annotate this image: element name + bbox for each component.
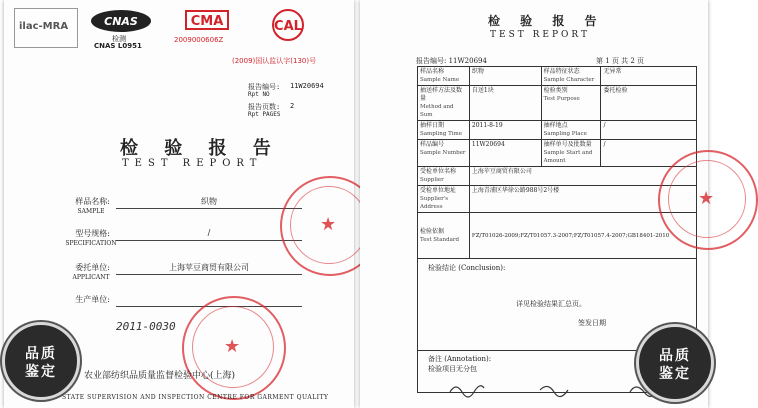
svg-text:CAL: CAL bbox=[274, 19, 302, 34]
field-label-sample: 样品名称: bbox=[75, 197, 110, 206]
details-page-info: 第 1 页 共 2 页 bbox=[596, 57, 645, 65]
table-row: 抽样日期 Sampling Time 2011-8-19 抽样地点 Sampling Place / bbox=[418, 121, 697, 140]
badge-line2: 鉴定 bbox=[659, 366, 691, 382]
quality-badge bbox=[2, 322, 80, 400]
annotation-label: 备注 (Annotation): bbox=[428, 355, 492, 363]
table-row: 样品编号 Sample Number 11W20694 抽样单号及批数量 Sample Start and Amount / bbox=[418, 140, 697, 167]
cma-emblem-icon bbox=[172, 8, 242, 34]
table-row: 检验依据 Test Standard FZ/T01026-2009;FZ/T01057.3-2007;FZ/T01057.4-2007;GB18401-2010 bbox=[418, 213, 697, 259]
conclusion-label: 检验结论 (Conclusion): bbox=[428, 264, 506, 272]
field-line bbox=[116, 240, 302, 241]
badge-line1: 品质 bbox=[659, 348, 691, 364]
cma-code: 2009000606Z bbox=[174, 36, 224, 44]
details-report-no: 报告编号: 11W20694 bbox=[416, 57, 487, 65]
table-row: 样品名称 Sample Name 织物 样品特征状态 Sample Character 无异常 bbox=[418, 67, 697, 86]
cnas-emblem-icon bbox=[88, 8, 154, 34]
svg-text:CMA: CMA bbox=[190, 14, 224, 29]
red-seal-stamp: ★ bbox=[658, 150, 758, 250]
signed-date-label: 签发日期 bbox=[578, 319, 606, 327]
report-no-value: 11W20694 bbox=[290, 82, 324, 90]
quality-badge bbox=[636, 324, 714, 402]
field-value-sample: 织物 bbox=[201, 197, 217, 206]
field-sub-spec: SPECIFICATION bbox=[65, 240, 117, 247]
cal-caption: (2009)国认监认字(130)号 bbox=[232, 57, 317, 65]
pages-value: 2 bbox=[290, 102, 295, 110]
field-line bbox=[116, 274, 302, 275]
table-row: 受检单位名称 Supplier 上海苹豆商贸有限公司 bbox=[418, 167, 697, 186]
cal-emblem-icon bbox=[262, 8, 314, 42]
annotation-value: 检验项目无分包 bbox=[428, 365, 477, 373]
field-label-producer: 生产单位: bbox=[75, 295, 110, 304]
red-seal-stamp: ★ bbox=[280, 176, 380, 276]
cma-logo bbox=[172, 8, 242, 44]
field-line bbox=[116, 208, 302, 209]
report-title-en: TEST REPORT bbox=[122, 158, 263, 169]
pages-en: Rpt PAGES bbox=[248, 111, 281, 118]
ilac-mra-logo bbox=[14, 8, 78, 48]
cnas-logo bbox=[88, 8, 154, 48]
field-value-spec: / bbox=[207, 228, 211, 237]
field-value-applicant: 上海苹豆商贸有限公司 bbox=[169, 263, 249, 272]
report-title-cn: 检 验 报 告 bbox=[120, 138, 281, 159]
report-no-en: Rpt NO bbox=[248, 91, 270, 98]
badge-line2: 鉴定 bbox=[25, 364, 57, 380]
badge-line1: 品质 bbox=[25, 346, 57, 362]
cnas-code: CNAS L0951 bbox=[94, 42, 142, 50]
cal-logo bbox=[262, 8, 314, 52]
details-title-en: TEST REPORT bbox=[490, 30, 591, 40]
field-sub-sample: SAMPLE bbox=[77, 208, 105, 215]
field-label-spec: 型号规格: bbox=[75, 229, 110, 238]
report-cover-page bbox=[4, 0, 354, 408]
red-seal-stamp: ★ bbox=[182, 296, 286, 400]
table-row: 受检单位地址 Supplier's Address 上海青浦区华徐公路988号2号楼 bbox=[418, 186, 697, 213]
footer-org-en: STATE SUPERVISION AND INSPECTION CENTRE FOR GARMENT QUALITY bbox=[62, 394, 329, 401]
svg-text:CNAS: CNAS bbox=[104, 15, 138, 28]
details-title-cn: 检 验 报 告 bbox=[488, 14, 605, 28]
conclusion-value: 详见检验结果汇总页。 bbox=[516, 300, 586, 308]
pages-label: 报告页数: bbox=[248, 103, 281, 111]
field-sub-applicant: APPLICANT bbox=[72, 274, 110, 281]
footer-org-cn: 农业部纺织品质量监督检验中心(上海) bbox=[84, 371, 236, 381]
table-row: 抽送样方法及数量 Method and Sum 自送1块 检验类别 Test Purpose 委托检验 bbox=[418, 86, 697, 121]
report-details-page bbox=[360, 0, 715, 408]
field-label-applicant: 委托单位: bbox=[75, 263, 110, 272]
report-no-label: 报告编号: bbox=[248, 83, 281, 91]
handwritten-number: 2011-0030 bbox=[116, 320, 176, 333]
ilac-logo-text: ilac-MRA bbox=[19, 21, 69, 32]
cnas-label-cn: 检测 bbox=[112, 35, 126, 43]
